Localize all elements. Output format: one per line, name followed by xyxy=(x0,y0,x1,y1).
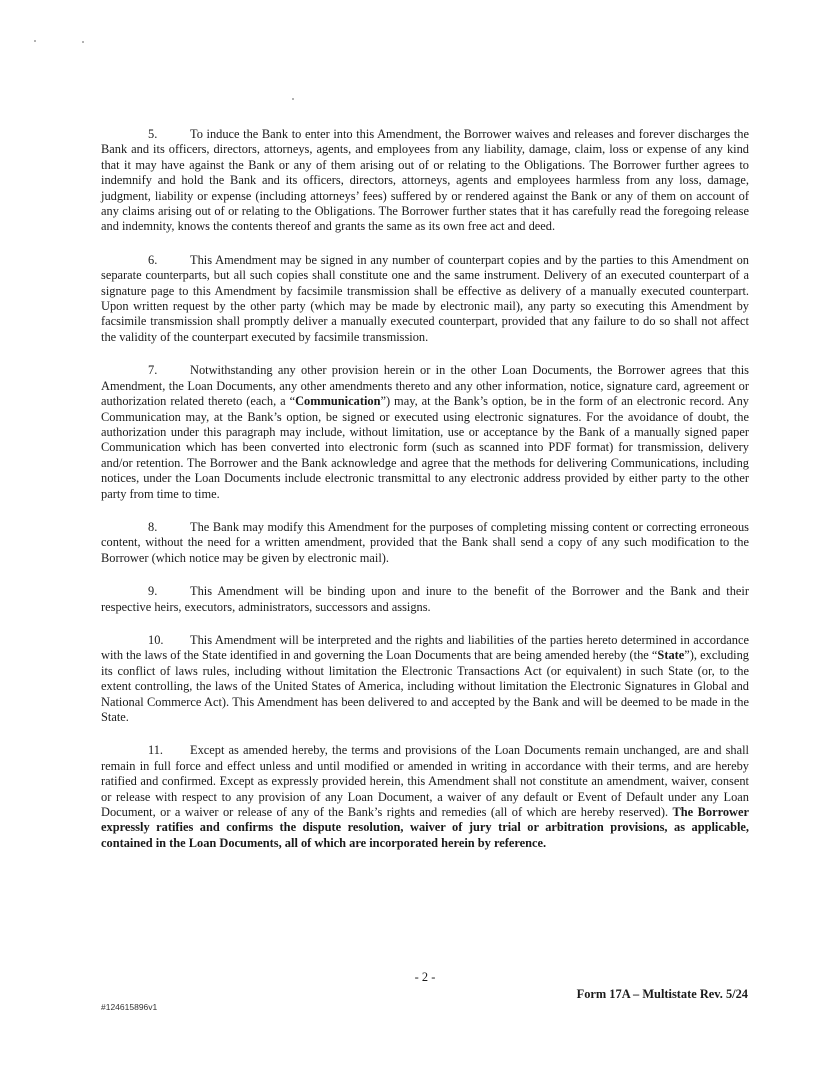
defined-term-communication: Communication xyxy=(295,394,381,409)
paragraph-7 xyxy=(101,363,749,502)
paragraph-number: 6. xyxy=(148,252,158,267)
ratification-statement: The Borrower expressly ratifies and confirms the dispute resolution, waiver of jury trial or arbitration provisions, as applicable, contained in the Loan Documents, all of which are incorporated herein by reference. xyxy=(101,805,749,850)
paragraph-9 xyxy=(101,584,749,615)
paragraph-text: This Amendment will be interpreted and the rights and liabilities of the parties hereto determined in accordance with the laws of the State identified in and governing the Loan Documents that are being amended hereby (the “ xyxy=(101,632,749,663)
paragraph-number: 10. xyxy=(148,632,164,647)
paragraph-number: 11. xyxy=(148,743,164,758)
paragraph-text: Except as amended hereby, the terms and provisions of the Loan Documents remain unchanged, are and shall remain in full force and effect unless and until modified or amended in writing in accordance with their terms, and are hereby ratified and confirmed. Except as expressly provided herein, this Amendment shall not constitute an amendment, waiver, consent or release with respect to any provision of any Loan Document, a waiver of any default or Event of Default under any Loan Document, or a waiver or release of any of the Bank’s rights and remedies (all of which are hereby reserved). xyxy=(101,743,749,820)
paragraph-text: This Amendment will be binding upon and inure to the benefit of the Borrower and the Bank and their respective heirs, executors, administrators, successors and assigns. xyxy=(101,584,749,614)
paragraph-number: 7. xyxy=(148,363,158,378)
form-label: Form 17A – Multistate Rev. 5/24 xyxy=(576,987,748,1001)
paragraph-text-continued: ”), excluding its conflict of laws rules, including without limitation the Electronic Transactions Act (or equivalent) in such State (or, to the extent controlling, the laws of the United States of America, including without limitation the Electronic Signatures in Global and National Commerce Act). This Amendment has been delivered to and accepted by the Bank and will be deemed to be made in the State. xyxy=(101,648,749,724)
paragraph-10 xyxy=(101,633,749,725)
paragraph-number: 9. xyxy=(148,584,158,599)
paragraph-text: The Bank may modify this Amendment for the purposes of completing missing content or correcting erroneous content, without the need for a written amendment, provided that the Bank shall send a copy of any such modification to the Borrower (which notice may be given by electronic mail). xyxy=(101,519,749,565)
paragraph-8 xyxy=(101,520,749,566)
paragraph-5 xyxy=(101,127,749,235)
paragraph-number: 8. xyxy=(148,519,158,534)
document-id: #124615896v1 xyxy=(101,1002,158,1012)
paragraph-text: This Amendment may be signed in any number of counterpart copies and by the parties to this Amendment on separate counterparts, but all such copies shall constitute one and the same instrument. Delivery of an executed counterpart of a signature page to this Amendment by facsimile transmission shall be effective as delivery of a manually executed counterpart. Upon written request by the other party (which may be made by electronic mail), any party so executing this Amendment by facsimile transmission shall promptly deliver a manually executed counterpart, provided that any failure to do so shall not affect the validity of the counterpart executed by facsimile transmission. xyxy=(101,252,749,344)
paragraph-text-continued: ”) may, at the Bank’s option, be in the form of an electronic record. Any Communication may, at the Bank’s option, be signed or executed using electronic signatures. For the avoidance of doubt, the authorization under this paragraph may include, without limitation, use or acceptance by the Bank of a manually signed paper Communication which has been converted into electronic form (such as scanned into PDF format) for transmission, delivery and/or retention. The Borrower and the Bank acknowledge and agree that the methods for delivering Communications, including notices, under the Loan Documents include electronic transmittal to any electronic address provided by either party to the other party from time to time. xyxy=(101,394,749,501)
document-body xyxy=(101,127,749,869)
paragraph-text: To induce the Bank to enter into this Amendment, the Borrower waives and releases and forever discharges the Bank and its officers, directors, attorneys, agents, and employees from any liability, damage, claim, loss or expense of any kind that it may have against the Bank or any of them arising out of or relating to the Obligations. The Borrower further agrees to indemnify and hold the Bank and its officers, directors, attorneys, agents and employees harmless from any loss, damage, judgment, liability or expense (including attorneys’ fees) suffered by or rendered against the Bank or any of them on account of any claims arising out of or relating to the Obligations. The Borrower further states that it has carefully read the foregoing release and indemnity, knows the contents thereof and grants the same as its own free act and deed. xyxy=(101,127,749,234)
paragraph-text: Notwithstanding any other provision herein or in the other Loan Documents, the Borrower agrees that this Amendment, the Loan Documents, any other amendments thereto and any other information, notice, signature card, agreement or authorization related thereto (each, a “ xyxy=(101,363,749,409)
paragraph-6 xyxy=(101,253,749,345)
page-number: - 2 - xyxy=(414,970,436,984)
paragraph-11 xyxy=(101,743,749,851)
defined-term-state: State xyxy=(657,648,685,663)
paragraph-number: 5. xyxy=(148,127,158,141)
